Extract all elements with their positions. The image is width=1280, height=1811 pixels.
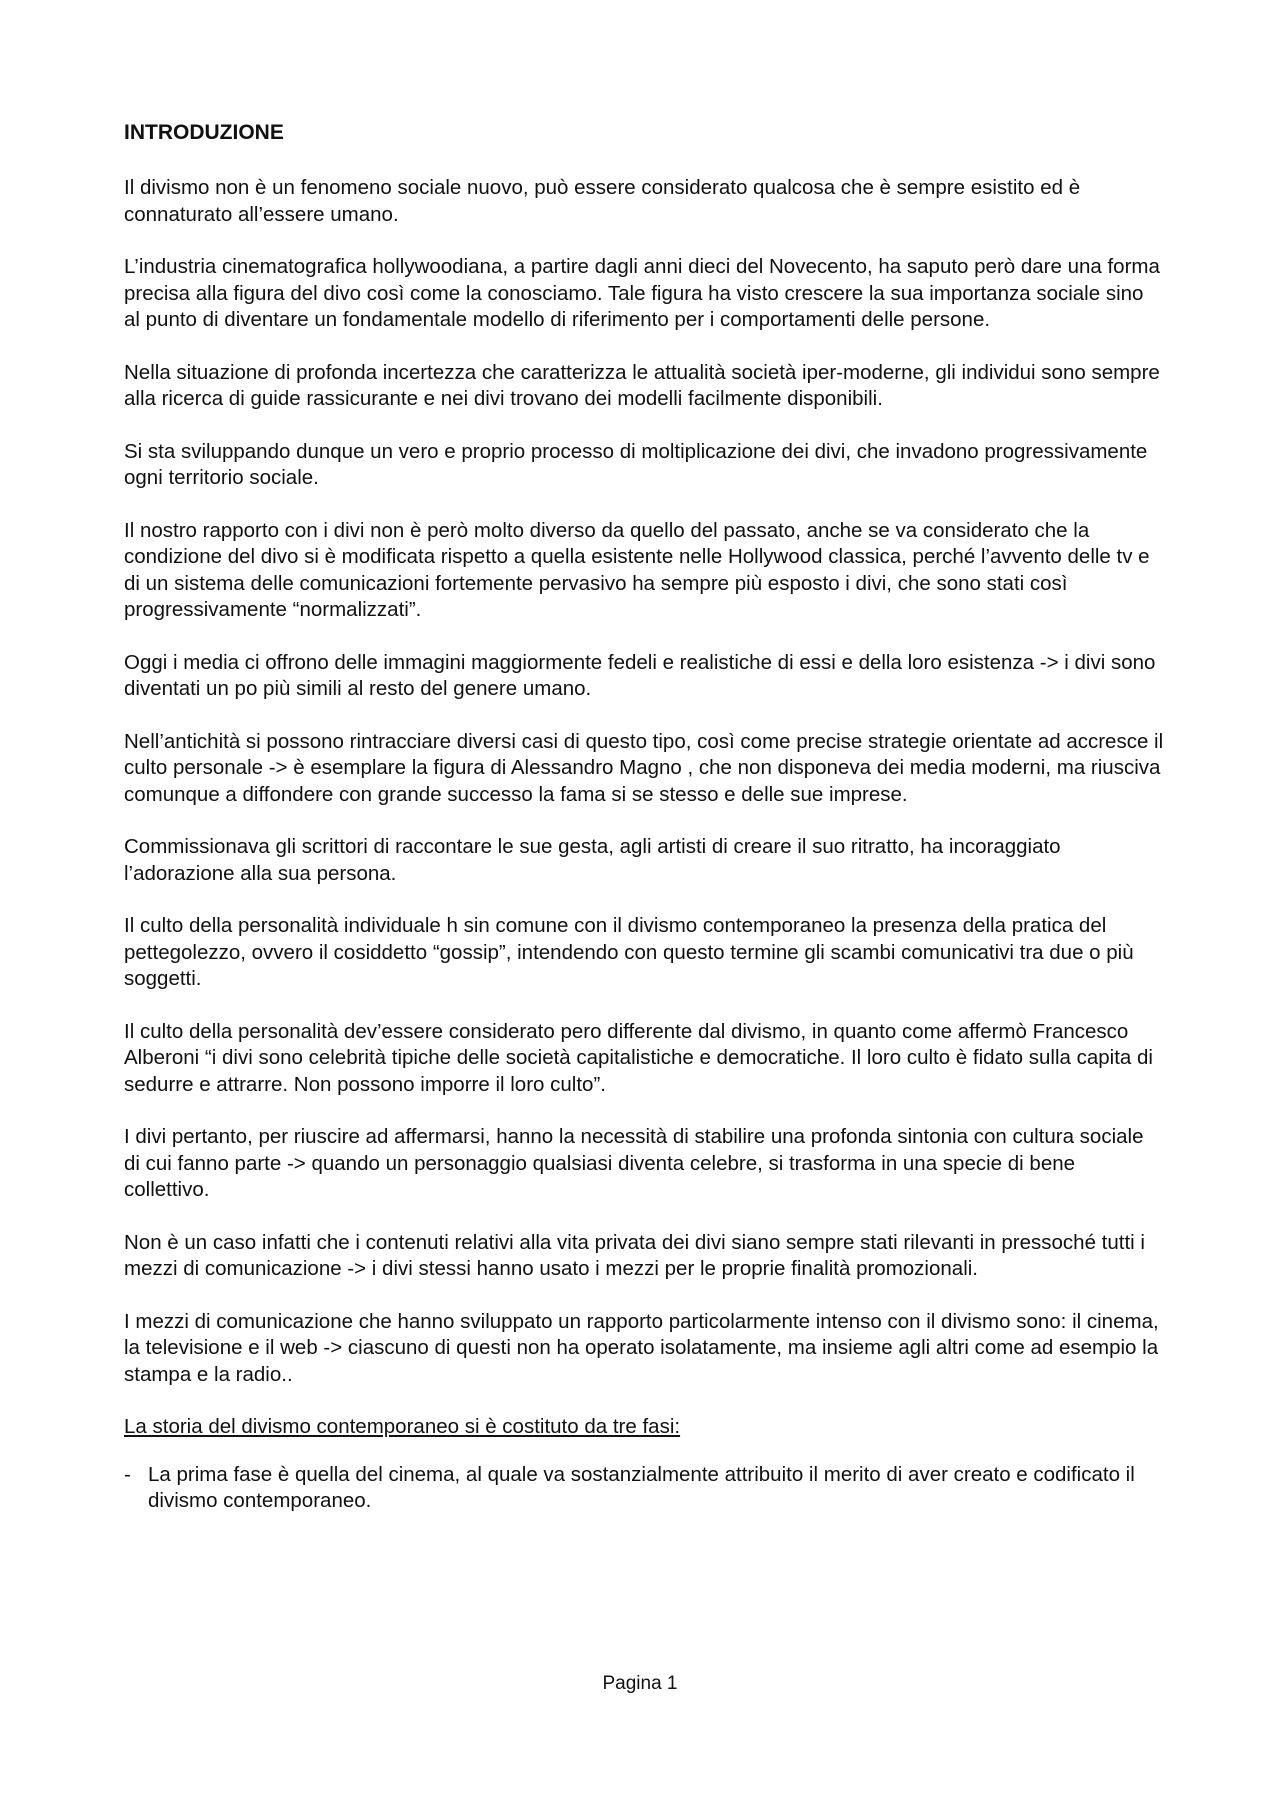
paragraph: Commissionava gli scrittori di raccontare le sue gesta, agli artisti di creare il suo ritratto, ha incoraggiato l’adorazione alla sua persona. <box>124 835 1061 885</box>
page-number: Pagina 1 <box>602 1673 678 1694</box>
list-item <box>124 1462 1164 1515</box>
paragraph: Il divismo non è un fenomeno sociale nuovo, può essere considerato qualcosa che è sempre esistito ed è connaturato all’essere umano. <box>124 176 1081 226</box>
phase-list <box>124 1462 1164 1515</box>
dash-bullet: - <box>124 1462 131 1486</box>
paragraph: I mezzi di comunicazione che hanno sviluppato un rapporto particolarmente intenso con il divismo sono: il cinema, la televisione e il web -> ciascuno di questi non ha operato isolatamente, ma insieme agli altri come ad esempio la stampa e la radio.. <box>124 1309 1159 1386</box>
document-page <box>124 120 1164 1515</box>
document-heading: INTRODUZIONE <box>124 121 284 144</box>
section-subheading: La storia del divismo contemporaneo si è costituto da tre fasi: <box>124 1415 681 1438</box>
paragraph: Non è un caso infatti che i contenuti relativi alla vita privata dei divi siano sempre stati rilevanti in pressoché tutti i mezzi di comunicazione -> i divi stessi hanno usato i mezzi per le proprie finalità promozionali. <box>124 1230 1145 1280</box>
paragraph: L’industria cinematografica hollywoodiana, a partire dagli anni dieci del Novecento, ha saputo però dare una forma precisa alla figura del divo così come la conosciamo. Tale figura ha visto crescere la sua importanza sociale sino al punto di diventare un fondamentale modello di riferimento per i comportamenti delle persone. <box>124 255 1160 331</box>
paragraph: Si sta sviluppando dunque un vero e proprio processo di moltiplicazione dei divi, che invadono progressivamente ogni territorio sociale. <box>124 439 1148 489</box>
paragraph: Nell’antichità si possono rintracciare diversi casi di questo tipo, così come precise strategie orientate ad accresce il culto personale -> è esemplare la figura di Alessandro Magno , che non disponeva dei media moderni, ma riusciva comunque a diffondere con grande successo la fama si se stesso e delle sue imprese. <box>124 729 1164 806</box>
paragraph: Nella situazione di profonda incertezza che caratterizza le attualità società iper-moderne, gli individui sono sempre alla ricerca di guide rassicurante e nei divi trovano dei modelli facilmente disponibili. <box>124 360 1160 410</box>
paragraph: Il nostro rapporto con i divi non è però molto diverso da quello del passato, anche se va considerato che la condizione del divo si è modificata rispetto a quella esistente nelle Hollywood classica, perché l’avvento delle tv e di un sistema delle comunicazioni fortemente pervasivo ha sempre più esposto i divi, che sono stati così progressivamente “normalizzati”. <box>124 518 1150 621</box>
list-item-text: La prima fase è quella del cinema, al quale va sostanzialmente attribuito il merito di aver creato e codificato il divismo contemporaneo. <box>148 1462 1135 1512</box>
paragraph: Oggi i media ci offrono delle immagini maggiormente fedeli e realistiche di essi e della loro esistenza -> i divi sono diventati un po più simili al resto del genere umano. <box>124 650 1156 700</box>
paragraph: Il culto della personalità dev’essere considerato pero differente dal divismo, in quanto come affermò Francesco Alberoni “i divi sono celebrità tipiche delle società capitalistiche e democratiche. Il loro culto è fidato sulla capita di sedurre e attrarre. Non possono imporre il loro culto”. <box>124 1019 1153 1096</box>
paragraph: Il culto della personalità individuale h sin comune con il divismo contemporaneo la presenza della pratica del pettegolezzo, ovvero il cosiddetto “gossip”, intendendo con questo termine gli scambi comunicativi tra due o più soggetti. <box>124 914 1134 990</box>
paragraph: I divi pertanto, per riuscire ad affermarsi, hanno la necessità di stabilire una profonda sintonia con cultura sociale di cui fanno parte -> quando un personaggio qualsiasi diventa celebre, si trasforma in una specie di bene collettivo. <box>124 1125 1144 1201</box>
